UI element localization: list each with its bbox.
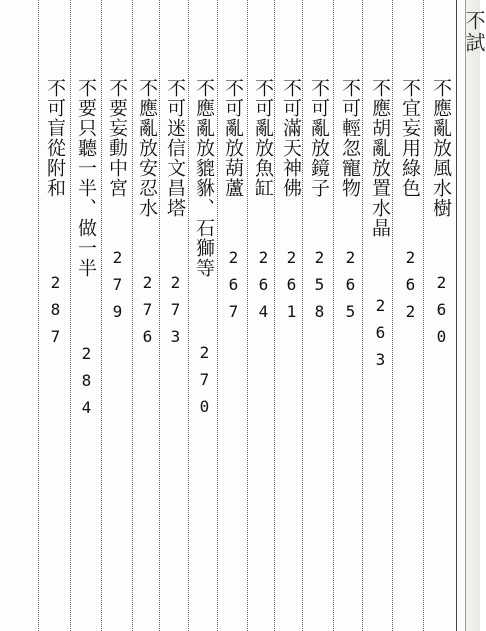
- toc-entry-page: 265: [341, 248, 360, 329]
- column-rule: [70, 0, 71, 631]
- toc-entry-page: 260: [432, 273, 451, 354]
- column-rule: [188, 0, 189, 631]
- column-rule: [423, 0, 424, 631]
- toc-entry[interactable]: [367, 78, 393, 377]
- page-edge: [462, 0, 486, 631]
- toc-entry-title: 不可亂放鏡子: [308, 78, 330, 198]
- toc-entry-title: 不可亂放葫蘆: [222, 78, 244, 198]
- column-rule: [247, 0, 248, 631]
- cut-off-text: 不試: [462, 10, 486, 54]
- toc-entry[interactable]: [162, 78, 188, 354]
- toc-entry-title: 不要只聽一半、做一半: [75, 78, 97, 278]
- toc-entry-title: 不可亂放魚缸: [252, 78, 274, 198]
- toc-entry[interactable]: [397, 78, 423, 329]
- toc-entry[interactable]: [220, 78, 246, 329]
- column-rule: [217, 0, 218, 631]
- toc-entry-title: 不可輕忽寵物: [339, 78, 361, 198]
- toc-entry-title: 不可迷信文昌塔: [164, 78, 186, 218]
- toc-entry[interactable]: [428, 78, 454, 354]
- toc-entry-title: 不要妄動中宮: [106, 78, 128, 198]
- toc-entry-page: 273: [166, 273, 185, 354]
- toc-entry-page: 263: [371, 296, 390, 377]
- toc-entry-title: 不應胡亂放置水晶: [369, 78, 391, 238]
- toc-entry-title: 不應亂放安忍水: [136, 78, 158, 218]
- toc-entry[interactable]: [134, 78, 160, 354]
- toc-entry-title: 不應亂放風水樹: [430, 78, 452, 218]
- toc-entry-title: 不應亂放貔貅、石獅等: [193, 78, 215, 278]
- toc-entry-title: 不可盲從附和: [44, 78, 66, 198]
- toc-entry-page: 258: [310, 248, 329, 329]
- toc-entry-page: 270: [195, 343, 214, 424]
- toc-entry[interactable]: [191, 78, 217, 424]
- column-rule: [333, 0, 334, 631]
- toc-entry[interactable]: [42, 78, 68, 354]
- toc-entry[interactable]: [104, 78, 130, 329]
- toc-entry-page: 264: [254, 248, 273, 329]
- toc-entry[interactable]: [250, 78, 276, 329]
- toc-entry-page: 261: [282, 248, 301, 329]
- toc-entry[interactable]: [73, 78, 99, 425]
- toc-entry-page: 279: [108, 248, 127, 329]
- toc-entry-page: 287: [46, 273, 65, 354]
- toc-entry[interactable]: [278, 78, 304, 329]
- toc-entry-page: 284: [77, 344, 96, 425]
- toc-entry[interactable]: [337, 78, 363, 329]
- toc-entry-title: 不可滿天神佛: [280, 78, 302, 198]
- column-rule: [101, 0, 102, 631]
- toc-entry-page: 267: [224, 248, 243, 329]
- toc-entry-page: 276: [138, 273, 157, 354]
- column-rule: [132, 0, 133, 631]
- toc-entry-page: 262: [401, 248, 420, 329]
- column-rule: [456, 0, 457, 631]
- column-rule: [38, 0, 39, 631]
- toc-entry-title: 不宜妄用綠色: [399, 78, 421, 198]
- toc-entry[interactable]: [306, 78, 332, 329]
